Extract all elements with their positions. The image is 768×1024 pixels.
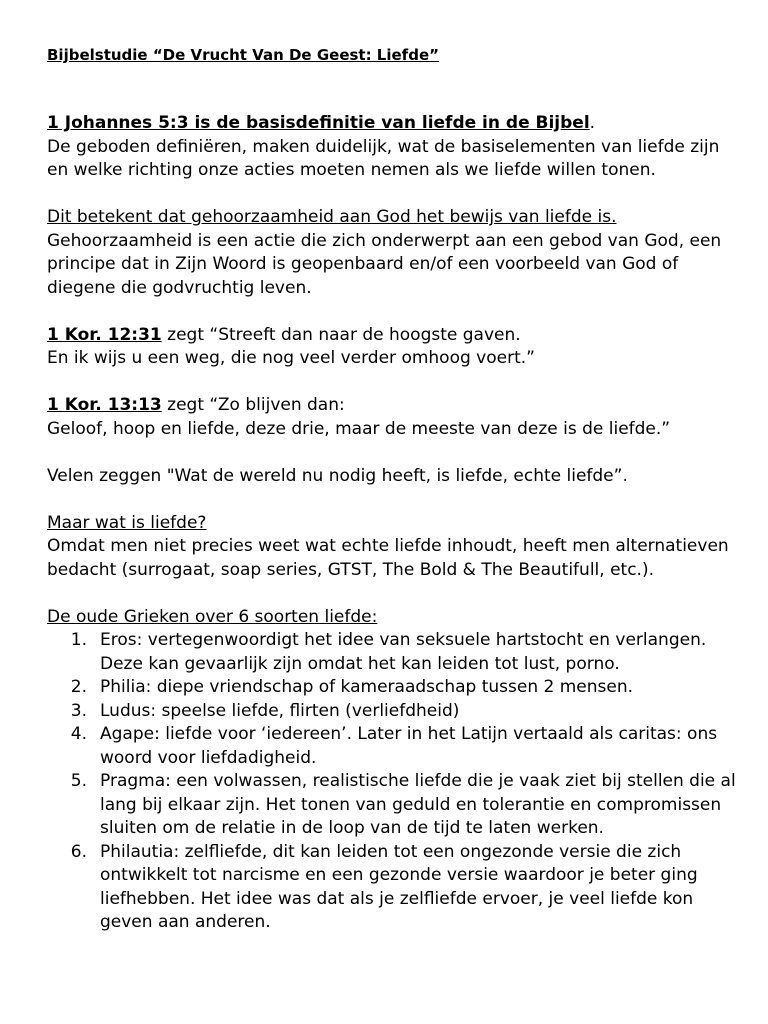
paragraph-gap xyxy=(47,441,748,465)
paragraph-griekse-liefde xyxy=(47,606,748,935)
body-line: bedacht (surrogaat, soap series, GTST, The Bold & The Beautifull, etc.). xyxy=(47,559,654,580)
list-item-line: liefhebben. Het idee was dat als je zelfliefde ervoer, je veel liefde kon xyxy=(100,888,694,909)
list-item xyxy=(47,700,748,724)
list-item-number: 6. xyxy=(70,841,87,862)
bible-reference-heading: 1 Johannes 5:3 is de basisdefinitie van liefde in de Bijbel xyxy=(47,113,590,133)
quote-text: zegt “Zo blijven dan: xyxy=(161,395,345,415)
list-item-text xyxy=(100,629,706,676)
bible-reference: 1 Kor. 13:13 xyxy=(47,395,162,415)
paragraph-heading-line xyxy=(47,112,748,136)
paragraph-kor-13-13 xyxy=(47,394,748,441)
paragraph-basisdefinitie xyxy=(47,112,748,183)
heading-period: . xyxy=(589,113,596,133)
body-line: principe dat in Zijn Woord is geopenbaard en/of een voorbeeld van God of xyxy=(47,254,679,274)
list-item-number: 2. xyxy=(70,677,87,697)
paragraph-heading: Dit betekent dat gehoorzaamheid aan God het bewijs van liefde is. xyxy=(47,207,617,227)
list-item-text xyxy=(100,723,717,770)
list-item-line: sluiten om de relatie in de loop van de tijd te laten werken. xyxy=(100,818,604,838)
body-line: Gehoorzaamheid is een actie die zich onderwerpt aan een gebod van God, een xyxy=(47,230,722,251)
list-item-text xyxy=(100,770,736,841)
list-item-line: Eros: vertegenwoordigt het idee van seksuele hartstocht en verlangen. xyxy=(100,630,707,650)
list-item-text xyxy=(100,676,633,700)
list-item-line: Agape: liefde voor ‘iedereen’. Later in het Latijn vertaald als caritas: ons xyxy=(100,724,718,744)
list-item-number: 4. xyxy=(70,724,87,744)
paragraph-velen-zeggen: Velen zeggen "Wat de wereld nu nodig heeft, is liefde, echte liefde”. xyxy=(47,465,628,486)
list-item-number: 3. xyxy=(70,700,87,721)
paragraph-gap xyxy=(47,582,748,606)
paragraph-wat-is-liefde xyxy=(47,512,748,583)
paragraph-heading: Maar wat is liefde? xyxy=(47,512,207,533)
list-item-number: 5. xyxy=(70,771,87,791)
body-line: De geboden definiëren, maken duidelijk, wat de basiselementen van liefde zijn xyxy=(47,136,720,157)
quote-line: Geloof, hoop en liefde, deze drie, maar de meeste van deze is de liefde.” xyxy=(47,418,671,439)
list-item-number: 1. xyxy=(70,630,87,650)
paragraph-heading: De oude Grieken over 6 soorten liefde: xyxy=(47,606,378,627)
list-item-line: Deze kan gevaarlijk zijn omdat het kan leiden tot lust, porno. xyxy=(100,653,620,674)
quote-text: zegt “Streeft dan naar de hoogste gaven. xyxy=(161,324,521,345)
paragraph-gap xyxy=(47,371,748,395)
list-item xyxy=(47,770,748,841)
list-item xyxy=(47,676,748,700)
document-title: Bijbelstudie “De Vrucht Van De Geest: Liefde” xyxy=(47,46,439,64)
list-item-line: ontwikkelt tot narcisme en een gezonde versie waardoor je beter ging xyxy=(100,865,698,885)
love-types-list xyxy=(47,629,748,935)
paragraph-kor-12-31 xyxy=(47,324,748,371)
list-item-line: Philia: diepe vriendschap of kameraadschap tussen 2 mensen. xyxy=(100,677,634,697)
list-item xyxy=(47,723,748,770)
list-item-text xyxy=(100,700,459,724)
list-item-line: woord voor liefdadigheid. xyxy=(100,747,317,768)
list-item-line: Ludus: speelse liefde, flirten (verliefdheid) xyxy=(100,700,460,721)
list-item-line: Pragma: een volwassen, realistische liefde die je vaak ziet bij stellen die al xyxy=(100,771,736,791)
quote-intro-line xyxy=(47,394,748,418)
list-item-text xyxy=(100,841,698,935)
list-item-line: Philautia: zelfliefde, dit kan leiden tot een ongezonde versie die zich xyxy=(100,841,682,862)
paragraph-gehoorzaamheid xyxy=(47,206,748,300)
quote-line: En ik wijs u een weg, die nog veel verder omhoog voert.” xyxy=(47,348,535,368)
list-item xyxy=(47,841,748,935)
body-line: diegene die godvruchtig leven. xyxy=(47,277,312,298)
list-item xyxy=(47,629,748,676)
list-item-line: lang bij elkaar zijn. Het tonen van geduld en tolerantie en compromissen xyxy=(100,794,722,815)
list-item-line: geven aan anderen. xyxy=(100,912,271,932)
body-line: Omdat men niet precies weet wat echte liefde inhoudt, heeft men alternatieven xyxy=(47,536,729,556)
quote-intro-line xyxy=(47,324,748,348)
paragraph-gap xyxy=(47,300,748,324)
paragraph-gap xyxy=(47,488,748,512)
paragraph-gap xyxy=(47,183,748,207)
bible-reference: 1 Kor. 12:31 xyxy=(47,324,162,345)
body-line: en welke richting onze acties moeten nemen als we liefde willen tonen. xyxy=(47,160,656,180)
